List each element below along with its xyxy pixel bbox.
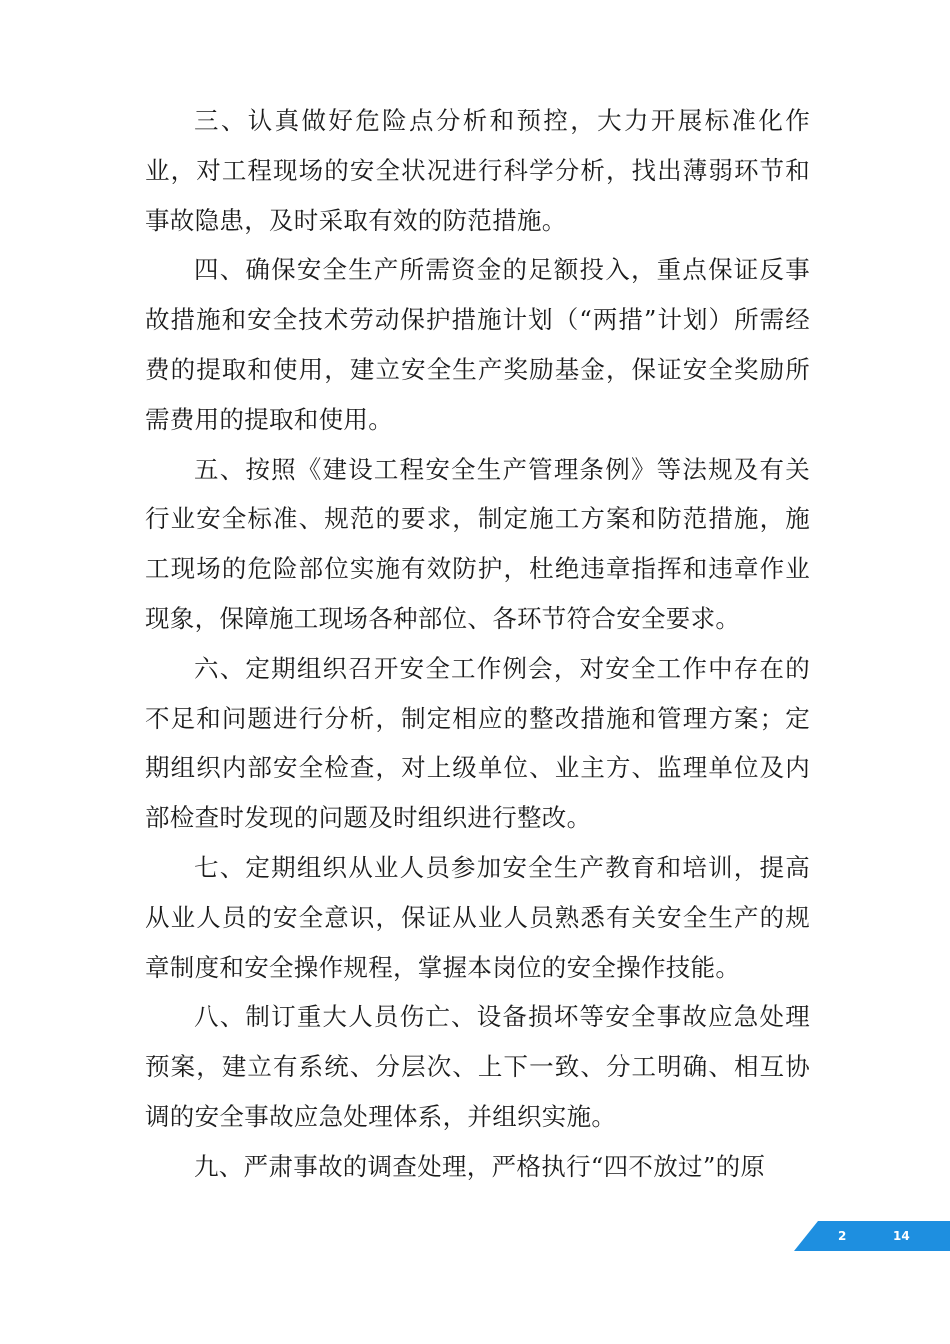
paragraph-6: 六、定期组织召开安全工作例会，对安全工作中存在的不足和问题进行分析，制定相应的整改措施和管理方案；定期组织内部安全检查，对上级单位、业主方、监理单位及内部检查时发现的问题及时组织进行整改。: [145, 653, 810, 833]
page-band-shape: [794, 1221, 950, 1251]
current-page-number: 2: [838, 1229, 847, 1243]
page-number-band: [794, 1221, 950, 1251]
paragraph-3: 三、认真做好危险点分析和预控，大力开展标准化作业，对工程现场的安全状况进行科学分析，找出薄弱环节和事故隐患，及时采取有效的防范措施。: [145, 106, 810, 235]
paragraph-9: 九、严肃事故的调查处理，严格执行“四不放过”的原: [194, 1151, 766, 1181]
paragraph-4: 四、确保安全生产所需资金的足额投入，重点保证反事故措施和安全技术劳动保护措施计划（“两措”计划）所需经费的提取和使用，建立安全生产奖励基金，保证安全奖励所需费用的提取和使用。: [145, 255, 810, 434]
total-pages-number: 14: [893, 1229, 910, 1243]
paragraph-7: 七、定期组织从业人员参加安全生产教育和培训，提高从业人员的安全意识，保证从业人员熟悉有关安全生产的规章制度和安全操作规程，掌握本岗位的安全操作技能。: [145, 852, 810, 982]
paragraph-8: 八、制订重大人员伤亡、设备损坏等安全事故应急处理预案，建立有系统、分层次、上下一致、分工明确、相互协调的安全事故应急处理体系，并组织实施。: [145, 1002, 810, 1131]
paragraph-5: 五、按照《建设工程安全生产管理条例》等法规及有关行业安全标准、规范的要求，制定施工方案和防范措施，施工现场的危险部位实施有效防护，杜绝违章指挥和违章作业现象，保障施工现场各种部位、各环节符合安全要求。: [145, 454, 810, 633]
page-band-parallelogram: [794, 1221, 950, 1251]
document-body: [145, 96, 810, 1192]
